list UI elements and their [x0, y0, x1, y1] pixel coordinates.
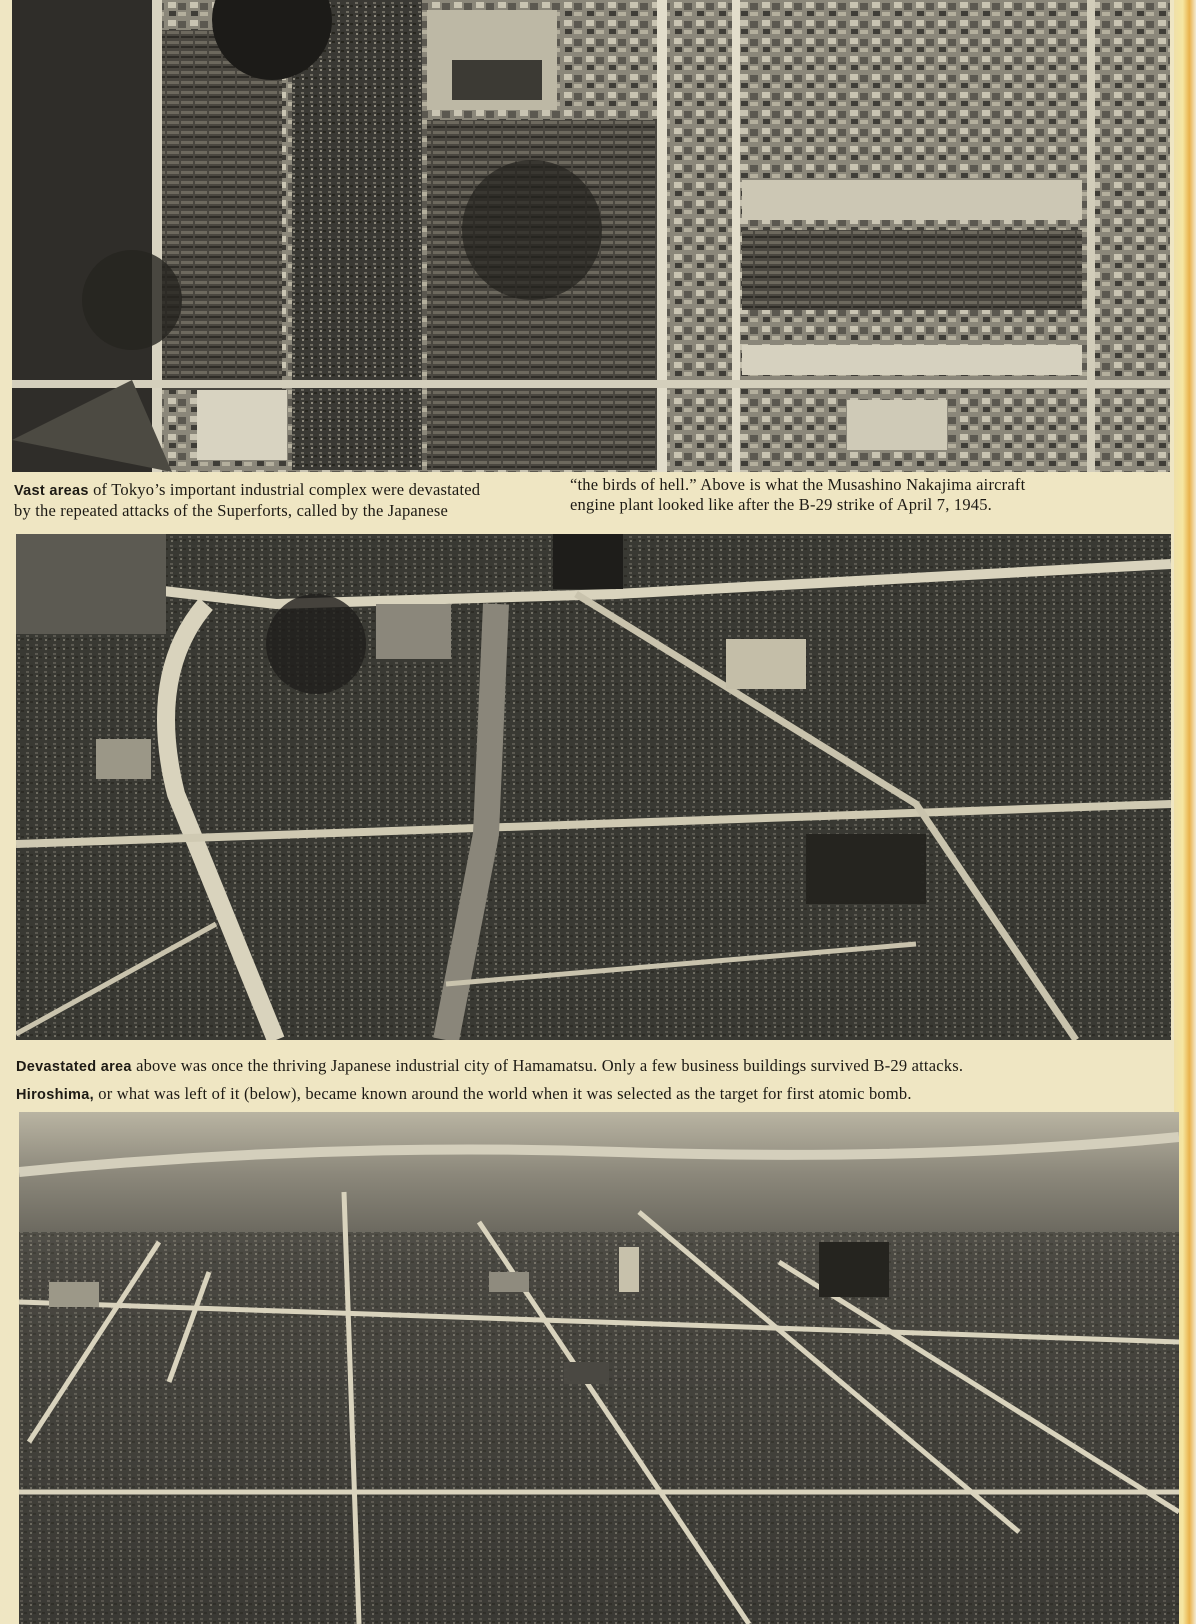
tokyo-caption-right: [570, 475, 1090, 515]
hamamatsu-caption: [16, 1056, 1146, 1077]
caption-text: above was once the thriving Japanese industrial city of Hamamatsu. Only a few business buildings survived B-29 attacks.: [131, 1056, 964, 1075]
hamamatsu-aerial-photo: [16, 534, 1171, 1040]
tokyo-aerial-photo: [12, 0, 1170, 472]
caption-text: of Tokyo’s important industrial complex were devastated: [88, 480, 481, 499]
caption-lead: Vast areas: [14, 483, 89, 499]
caption-text: or what was left of it (below), became known around the world when it was selected as the target for first atomic bomb.: [93, 1084, 912, 1103]
tokyo-caption-left: [14, 480, 534, 521]
caption-text: “the birds of hell.” Above is what the Musashino Nakajima aircraft: [570, 475, 1026, 494]
caption-text: by the repeated attacks of the Superforts, called by the Japanese: [14, 501, 449, 520]
caption-lead: Devastated area: [16, 1059, 132, 1075]
caption-text: engine plant looked like after the B-29 strike of April 7, 1945.: [570, 495, 992, 514]
hiroshima-aerial-photo: [19, 1112, 1179, 1624]
hiroshima-caption: [16, 1084, 1146, 1105]
caption-lead: Hiroshima,: [16, 1087, 94, 1103]
